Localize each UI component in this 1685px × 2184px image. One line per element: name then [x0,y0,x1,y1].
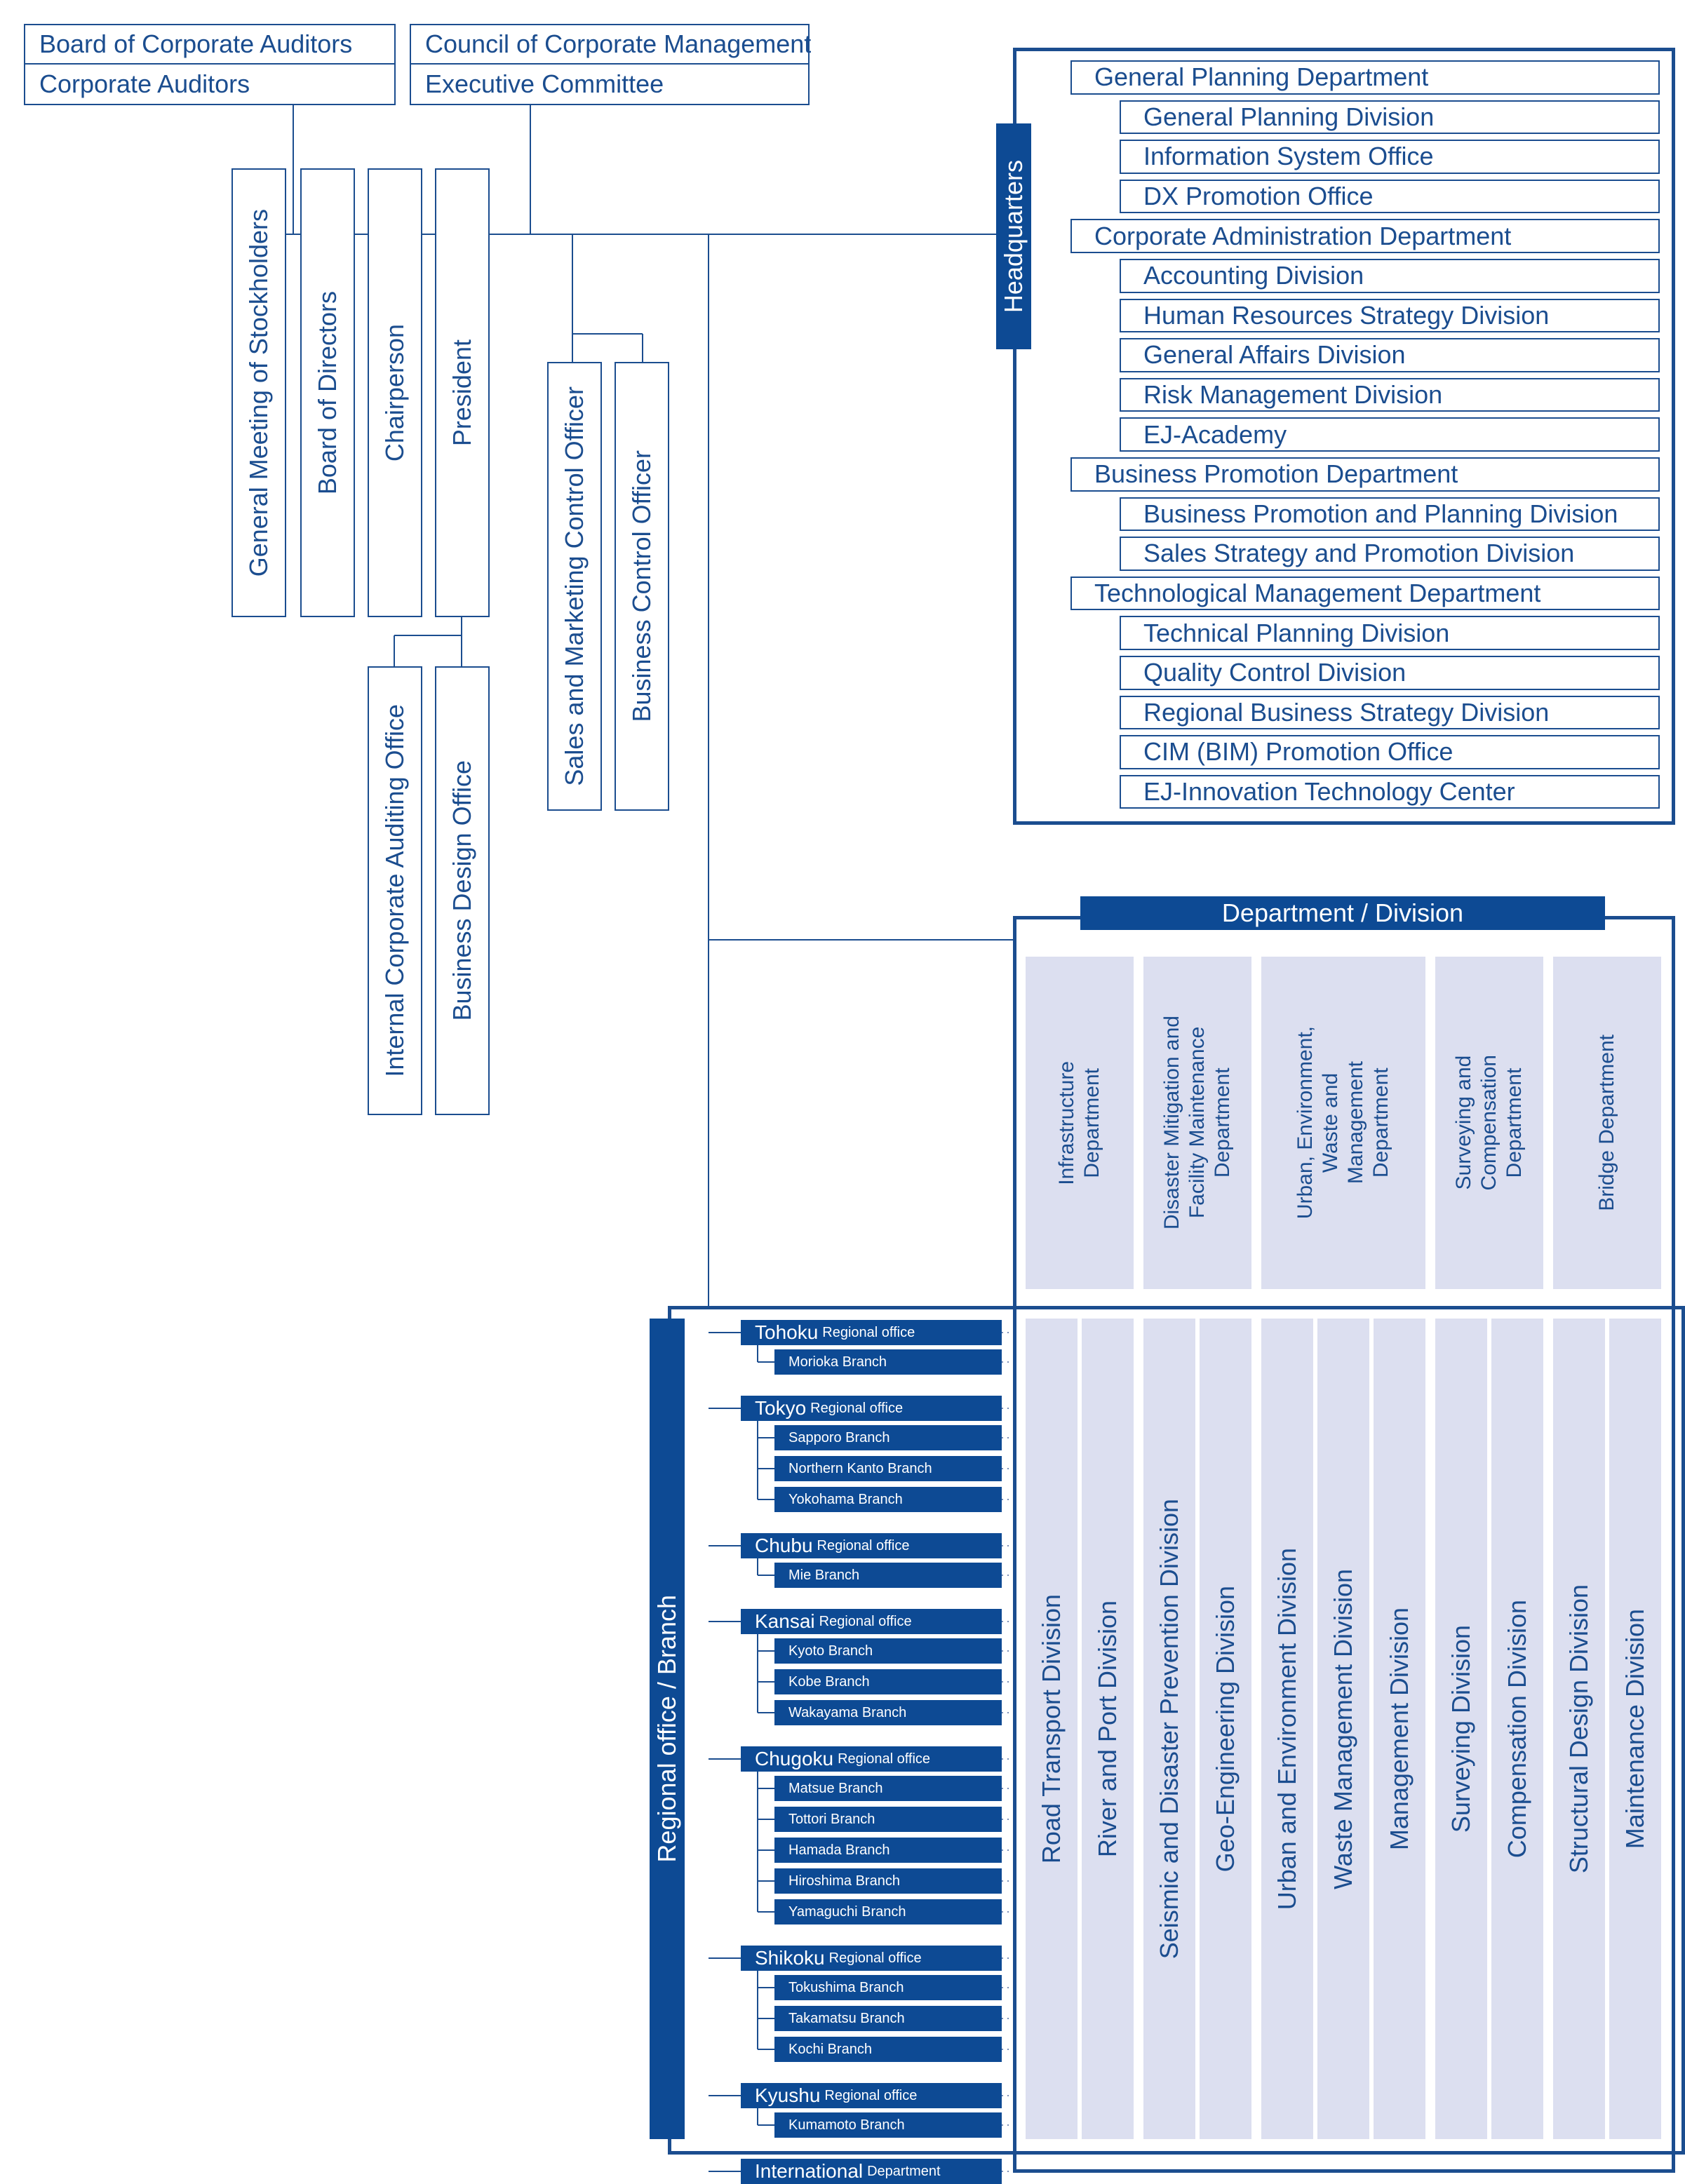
division-column-label: Structural Design Division [1564,1584,1593,1874]
division-column-label: Geo-Engineering Division [1211,1585,1240,1873]
division-column-label: Surveying Division [1446,1624,1475,1833]
business-design-box [435,666,490,1115]
branch-office: Kumamoto Branch [774,2112,1002,2138]
branch-office: Kobe Branch [774,1669,1002,1694]
branch-office: Yokohama Branch [774,1487,1002,1512]
executive-committee: Executive Committee [425,69,664,98]
branch-office: Tottori Branch [774,1807,1002,1832]
hq-department-3: Business Promotion Department [1070,457,1660,492]
division-column-label: Waste Management Division [1329,1568,1357,1889]
dept-column-3 [1261,957,1425,1289]
board-of-corporate-auditors: Board of Corporate Auditors [25,25,394,65]
sales-officer-label: Sales and Marketing Control Officer [560,386,589,786]
branch-office: Matsue Branch [774,1776,1002,1801]
dept-column-1 [1026,957,1134,1289]
dept-column-label: Infrastructure Department [1055,1060,1103,1185]
regional-office-5 [741,1746,1002,1772]
division-column-label: Road Transport Division [1037,1593,1066,1864]
regional-office-name: Kyushu [755,2084,821,2106]
hq-division: Business Promotion and Planning Division [1120,497,1660,532]
hq-department-1: General Planning Department [1070,60,1660,95]
regional-office-name: Kansai [755,1610,815,1632]
branch-office: Tokushima Branch [774,1975,1002,2000]
regional-office-name: Tokyo [755,1397,807,1419]
regional-office-suffix: Regional office [819,1613,912,1629]
regional-office-name: Shikoku [755,1947,825,1969]
regional-office-name: International [755,2160,864,2182]
branch-office: Takamatsu Branch [774,2006,1002,2031]
hq-division: EJ-Innovation Technology Center [1120,775,1660,809]
regional-office-3 [741,1533,1002,1558]
regional-office-name: Tohoku [755,1321,819,1343]
branch-office: Hiroshima Branch [774,1868,1002,1894]
stockholders-label: General Meeting of Stockholders [244,208,273,577]
chairperson-box [368,168,422,617]
business-design-label: Business Design Office [448,760,476,1021]
hq-division: General Planning Division [1120,100,1660,135]
business-officer-box [615,362,669,811]
hq-division: Accounting Division [1120,259,1660,293]
hq-department-2: Corporate Administration Department [1070,219,1660,253]
dept-column-5 [1553,957,1661,1289]
division-column-label: Seismic and Disaster Prevention Division [1155,1498,1183,1960]
regional-office-2 [741,1396,1002,1421]
council-box [410,24,810,105]
division-column-label: Management Division [1385,1607,1414,1851]
branch-office: Northern Kanto Branch [774,1456,1002,1481]
corporate-auditors: Corporate Auditors [39,69,250,98]
department-division-label: Department / Division [1080,896,1605,930]
hq-division: Sales Strategy and Promotion Division [1120,537,1660,571]
hq-division: Human Resources Strategy Division [1120,299,1660,333]
division-column-label: Compensation Division [1503,1599,1531,1859]
regional-office-4 [741,1609,1002,1634]
regional-office-8 [741,2159,1002,2184]
regional-office-suffix: Regional office [838,1751,931,1767]
hq-division: DX Promotion Office [1120,180,1660,214]
division-column-label: Urban and Environment Division [1273,1547,1301,1910]
branch-office: Morioka Branch [774,1349,1002,1375]
chairperson-label: Chairperson [380,323,409,462]
regional-office-suffix: Regional office [828,1950,922,1966]
regional-office-name: Chugoku [755,1748,834,1770]
division-column-label: River and Port Division [1093,1600,1122,1858]
branch-office: Sapporo Branch [774,1425,1002,1450]
dept-column-label: Disaster Mitigation and Facility Maintenance Department [1160,1016,1234,1230]
branch-office: Yamaguchi Branch [774,1899,1002,1925]
hq-division: EJ-Academy [1120,417,1660,452]
regional-label-bar [650,1319,685,2139]
hq-division: General Affairs Division [1120,338,1660,372]
president-label: President [448,339,476,447]
regional-office-suffix: Regional office [817,1537,910,1553]
dept-column-label: Surveying and Compensation Department [1452,1055,1526,1191]
dept-column-2 [1143,957,1251,1289]
division-column-label: Maintenance Division [1620,1608,1649,1849]
branch-office: Kochi Branch [774,2037,1002,2062]
regional-office-suffix: Regional office [824,2087,918,2103]
business-officer-label: Business Control Officer [627,450,656,722]
auditors-box [24,24,396,105]
branch-office: Mie Branch [774,1563,1002,1588]
branch-office: Kyoto Branch [774,1638,1002,1664]
internal-auditing-label: Internal Corporate Auditing Office [380,704,409,1077]
regional-office-6 [741,1946,1002,1971]
dept-column-label: Bridge Department [1595,1034,1618,1211]
hq-division: Quality Control Division [1120,656,1660,690]
regional-office-suffix: Regional office [822,1324,915,1340]
president-box [435,168,490,617]
branch-office: Hamada Branch [774,1838,1002,1863]
board-label: Board of Directors [313,290,342,495]
regional-office-1 [741,1320,1002,1345]
headquarters-label-bar [996,123,1031,349]
dept-column-4 [1435,957,1543,1289]
hq-division: Regional Business Strategy Division [1120,696,1660,730]
regional-label: Regional office / Branch [652,1595,681,1863]
sales-officer-box [547,362,602,811]
hq-division: Risk Management Division [1120,378,1660,412]
headquarters-label: Headquarters [999,159,1028,314]
branch-office: Wakayama Branch [774,1700,1002,1725]
hq-division: Information System Office [1120,140,1660,174]
hq-division: CIM (BIM) Promotion Office [1120,735,1660,769]
council-of-corporate-management: Council of Corporate Management [411,25,808,65]
internal-auditing-box [368,666,422,1115]
regional-office-suffix: Department [867,2163,941,2179]
hq-division: Technical Planning Division [1120,616,1660,650]
regional-office-7 [741,2083,1002,2108]
regional-office-name: Chubu [755,1535,813,1556]
stockholders-box [231,168,286,617]
hq-department-4: Technological Management Department [1070,577,1660,611]
board-box [300,168,355,617]
regional-office-suffix: Regional office [810,1400,904,1416]
dept-column-label: Urban, Environment, Waste and Management Department [1294,1026,1392,1220]
